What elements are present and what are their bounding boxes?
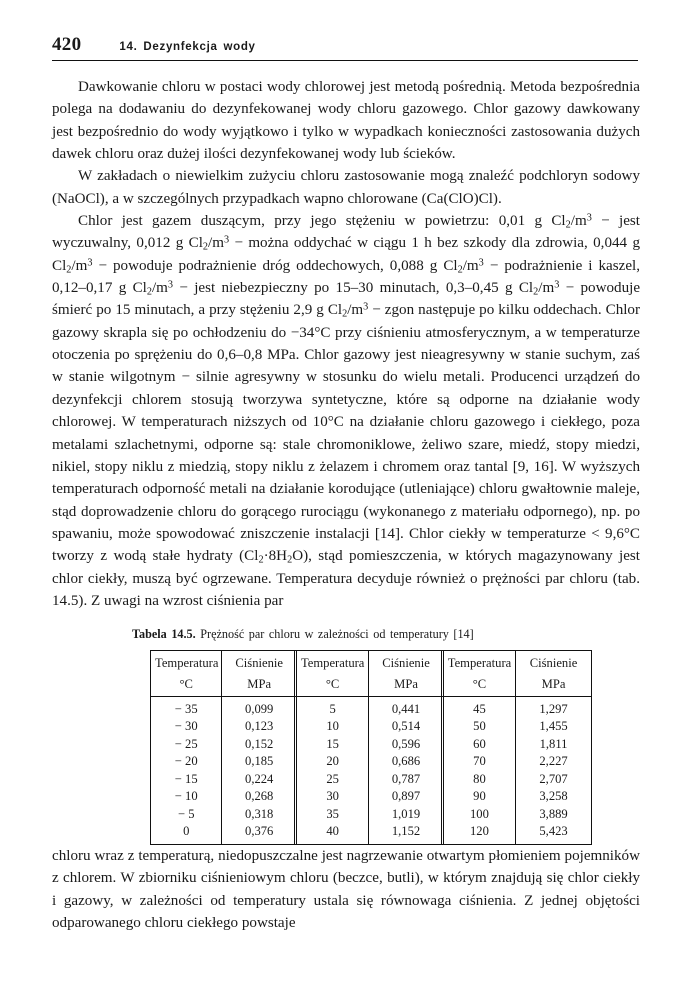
table-block	[132, 626, 594, 845]
header-temperature-2: Temperatura	[296, 651, 368, 676]
vapour-pressure-table	[150, 650, 592, 845]
chapter-title: 14. Dezynfekcja wody	[119, 41, 256, 53]
cell-temperature-2: 5	[296, 697, 368, 718]
cell-pressure-3: 5,423	[516, 823, 592, 844]
table-row	[151, 823, 592, 844]
cell-pressure-1: 0,376	[222, 823, 297, 844]
cell-temperature-3: 120	[443, 823, 515, 844]
table-body	[151, 697, 592, 845]
cell-pressure-2: 0,441	[369, 697, 444, 718]
header-temperature-unit-3: °C	[443, 675, 515, 697]
paragraph-1: Dawkowanie chloru w postaci wody chlorowej jest metodą pośrednią. Metoda bezpośrednia polega na dodawaniu do dezynfekowanej wody chloru gazowego. Chlor gazowy dawkowany jest bezpośrednio do wody wyjątkowo i tylko w wypadkach konieczności zastosowania dużych dawek chloru oraz dużej ilości dezynfekowanej wody lub ścieków.	[52, 79, 640, 163]
paragraph-4: chloru wraz z temperaturą, niedopuszczalne jest nagrzewanie otwartym płomieniem pojemników z chlorem. W zbiorniku ciśnieniowym chloru (beczce, butli), w którym znajdują się chlor ciekły i gazowy, w zależności od temperatury ustala się równowaga ciśnienia. Z jednej objętości odparowanego chloru ciekłego powstaje	[52, 848, 640, 932]
cell-pressure-1: 0,123	[222, 718, 297, 735]
cell-pressure-3: 1,455	[516, 718, 592, 735]
cell-pressure-3: 1,811	[516, 735, 592, 752]
cell-temperature-2: 35	[296, 805, 368, 822]
cell-pressure-2: 0,514	[369, 718, 444, 735]
body-text	[52, 76, 640, 612]
table-row	[151, 718, 592, 735]
cell-temperature-1: − 30	[174, 719, 198, 734]
header-temperature-3: Temperatura	[443, 651, 515, 676]
cell-temperature-3: 45	[443, 697, 515, 718]
page-number: 420	[52, 34, 82, 55]
cell-temperature-1: − 5	[177, 806, 195, 821]
table-header-row-units	[151, 675, 592, 697]
table-row	[151, 788, 592, 805]
table-row	[151, 805, 592, 822]
table-caption	[132, 626, 594, 642]
cell-pressure-1: 0,318	[222, 805, 297, 822]
header-pressure-unit-3: MPa	[516, 675, 592, 697]
cell-temperature-2: 10	[296, 718, 368, 735]
cell-pressure-2: 0,897	[369, 788, 444, 805]
header-pressure-3: Ciśnienie	[516, 651, 592, 676]
header-pressure-2: Ciśnienie	[369, 651, 444, 676]
cell-temperature-3: 90	[443, 788, 515, 805]
table-caption-label: Tabela 14.5.	[132, 627, 196, 641]
header-pressure-unit-1: MPa	[222, 675, 297, 697]
cell-pressure-2: 1,019	[369, 805, 444, 822]
cell-pressure-3: 2,707	[516, 770, 592, 787]
cell-pressure-3: 1,297	[516, 697, 592, 718]
table-caption-text: Prężność par chloru w zależności od temperatury [14]	[200, 627, 474, 641]
cell-temperature-1: − 35	[174, 702, 198, 716]
header-pressure-unit-2: MPa	[369, 675, 444, 697]
cell-temperature-2: 25	[296, 770, 368, 787]
paragraph-3: Chlor jest gazem duszącym, przy jego stężeniu w powietrzu: 0,01 g $Cl_2/m^3$ − jest wyczuwalny, 0,012 g $Cl_2/m^3$ − można oddychać w ciągu 1 h bez szkody dla zdrowia, 0,044 g $Cl_2/m^3$ − powoduje podrażnienie dróg oddechowych, 0,088 g $Cl_2/m^3$ − podrażnienie i kaszel, 0,12–0,17 g $Cl_2/m^3$ − jest niebezpieczny po 15–30 minutach, 0,3–0,45 g $Cl_2/m^3$ − powoduje śmierć po 15 minutach, a przy stężeniu 2,9 g $Cl_2/m^3$ − zgon następuje po kilku oddechach. Chlor gazowy skrapla się po ochłodzeniu do −34°C przy ciśnieniu atmosferycznym, a w temperaturze otoczenia po sprężeniu do 0,6–0,8 MPa. Chlor gazowy jest nieagresywny w stanie suchym, zaś w stanie wilgotnym − silnie agresywny w stosunku do wielu metali. Producenci urządzeń do dezynfekcji chlorem stosują tworzywa syntetyczne, które są odporne na działanie wody chlorowej. W temperaturach niższych od 10°C na działanie chloru gazowego i ciekłego, poza metalami szlachetnymi, odporne są: stale chromoniklowe, żeliwo szare, miedź, stopy miedzi, nikiel, stopy niklu z miedzią, stopy niklu z żelazem i chromem oraz tantal [9, 16]. W wyższych temperaturach odporność metali na działanie korodujące (utleniające) chloru gwałtownie maleje, stąd doprowadzenie chloru do gorącego rurociągu (wykonanego z materiału odpornego), np. po spawaniu, może spowodować zniszczenie instalacji [14]. Chlor ciekły w temperaturze < 9,6°C tworzy z wodą stałe hydraty $(Cl_2\cdot 8H_2O)$, stąd pomieszczenia, w których magazynowany jest chlor ciekły, muszą być ogrzewane. Temperatura decyduje również o prężności par chloru (tab. 14.5). Z uwagi na wzrost ciśnienia par	[52, 212, 641, 609]
cell-pressure-3: 2,227	[516, 753, 592, 770]
cell-pressure-2: 0,686	[369, 753, 444, 770]
cell-temperature-1: − 20	[174, 754, 198, 769]
cell-pressure-1: 0,099	[222, 697, 297, 718]
cell-temperature-2: 40	[296, 823, 368, 844]
cell-pressure-3: 3,889	[516, 805, 592, 822]
cell-pressure-3: 3,258	[516, 788, 592, 805]
cell-pressure-1: 0,152	[222, 735, 297, 752]
cell-temperature-3: 60	[443, 735, 515, 752]
cell-pressure-2: 0,787	[369, 770, 444, 787]
running-head-inner	[52, 34, 638, 61]
cell-pressure-1: 0,268	[222, 788, 297, 805]
cell-temperature-1: − 25	[174, 736, 198, 751]
cell-temperature-1: 0	[183, 824, 190, 839]
table-row	[151, 770, 592, 787]
header-temperature-unit-1: °C	[151, 675, 222, 697]
cell-temperature-1: − 15	[174, 771, 198, 786]
header-pressure-1: Ciśnienie	[222, 651, 297, 676]
table-row	[151, 735, 592, 752]
table-row	[151, 697, 592, 718]
cell-pressure-1: 0,185	[222, 753, 297, 770]
cell-pressure-2: 1,152	[369, 823, 444, 844]
cell-pressure-2: 0,596	[369, 735, 444, 752]
table-header-row-names	[151, 651, 592, 676]
cell-temperature-3: 50	[443, 718, 515, 735]
table-header	[151, 651, 592, 697]
header-temperature-unit-2: °C	[296, 675, 368, 697]
header-temperature-1: Temperatura	[155, 656, 219, 670]
cell-temperature-1: − 10	[174, 789, 198, 804]
cell-temperature-3: 80	[443, 770, 515, 787]
cell-temperature-2: 30	[296, 788, 368, 805]
running-head	[52, 34, 638, 64]
tail-text	[52, 845, 640, 934]
paragraph-2: W zakładach o niewielkim zużyciu chloru zastosowanie mogą znaleźć podchloryn sodowy (NaOCl), a w szczególnych przypadkach wapno chlorowane (Ca(ClO)Cl).	[52, 168, 640, 207]
cell-temperature-2: 15	[296, 735, 368, 752]
cell-pressure-1: 0,224	[222, 770, 297, 787]
cell-temperature-2: 20	[296, 753, 368, 770]
cell-temperature-3: 100	[443, 805, 515, 822]
table-row	[151, 753, 592, 770]
cell-temperature-3: 70	[443, 753, 515, 770]
